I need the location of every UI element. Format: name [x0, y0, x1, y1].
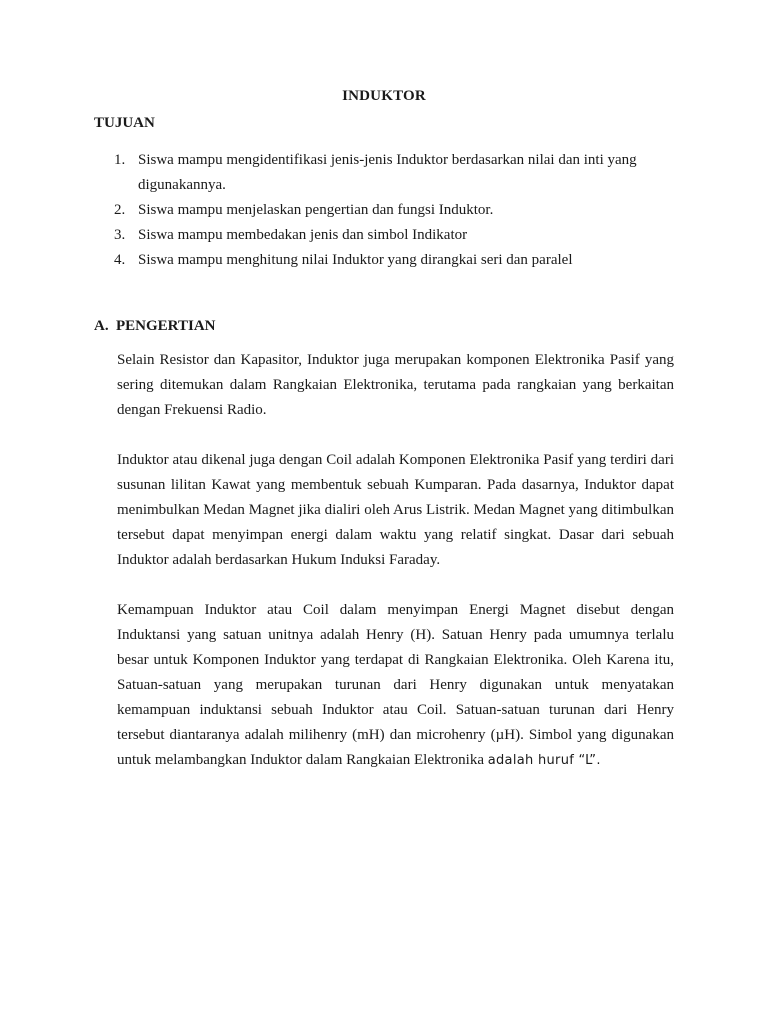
paragraph-tail: adalah huruf “L”.: [487, 753, 601, 768]
list-item-text-continued: digunakannya.: [138, 177, 226, 193]
list-item-text: Siswa mampu menjelaskan pengertian dan fungsi Induktor.: [138, 202, 494, 218]
list-item-number: 3.: [114, 227, 126, 243]
list-item-number: 1.: [114, 152, 126, 168]
document-title: INDUKTOR: [342, 88, 426, 104]
section-a-heading: [94, 318, 216, 335]
paragraph: [117, 598, 674, 773]
list-item-text: Siswa mampu mengidentifikasi jenis-jenis Induktor berdasarkan nilai dan inti yang: [138, 152, 637, 168]
objectives-heading: TUJUAN: [94, 115, 155, 131]
list-item-text: Siswa mampu membedakan jenis dan simbol Indikator: [138, 227, 468, 243]
list-item-number: 2.: [114, 202, 126, 218]
section-a-body: [117, 348, 674, 798]
list-item: [94, 248, 694, 273]
objectives-list: [94, 148, 694, 273]
section-letter: A.: [94, 318, 109, 334]
paragraph-text: Kemampuan Induktor atau Coil dalam menyimpan Energi Magnet disebut dengan Induktansi yang satuan unitnya adalah Henry (H). Satuan Henry pada umumnya terlalu besar untuk Komponen Induktor yang terdapat di Rangkaian Elektronika. Oleh Karena itu, Satuan-satuan yang merupakan turunan dari Henry digunakan untuk menyatakan kemampuan induktansi sebuah Induktor atau Coil. Satuan-satuan turunan dari Henry tersebut diantaranya adalah milihenry (mH) dan microhenry (µH). Simbol yang digunakan untuk melambangkan Induktor dalam Rangkaian Elektronika: [117, 602, 674, 768]
paragraph: Induktor atau dikenal juga dengan Coil adalah Komponen Elektronika Pasif yang terdiri dari susunan lilitan Kawat yang membentuk sebuah Kumparan. Pada dasarnya, Induktor dapat menimbulkan Medan Magnet jika dialiri oleh Arus Listrik. Medan Magnet yang ditimbulkan tersebut dapat menyimpan energi dalam waktu yang relatif singkat. Dasar dari sebuah Induktor adalah berdasarkan Hukum Induksi Faraday.: [117, 452, 674, 568]
paragraph: Selain Resistor dan Kapasitor, Induktor juga merupakan komponen Elektronika Pasif yang sering ditemukan dalam Rangkaian Elektronika, terutama pada rangkaian yang berkaitan dengan Frekuensi Radio.: [117, 352, 674, 418]
list-item: [94, 198, 694, 223]
list-item-text: Siswa mampu menghitung nilai Induktor yang dirangkai seri dan paralel: [138, 252, 573, 268]
section-title: PENGERTIAN: [116, 318, 216, 334]
list-item-number: 4.: [114, 252, 126, 268]
list-item: [94, 223, 694, 248]
list-item: [94, 148, 694, 198]
